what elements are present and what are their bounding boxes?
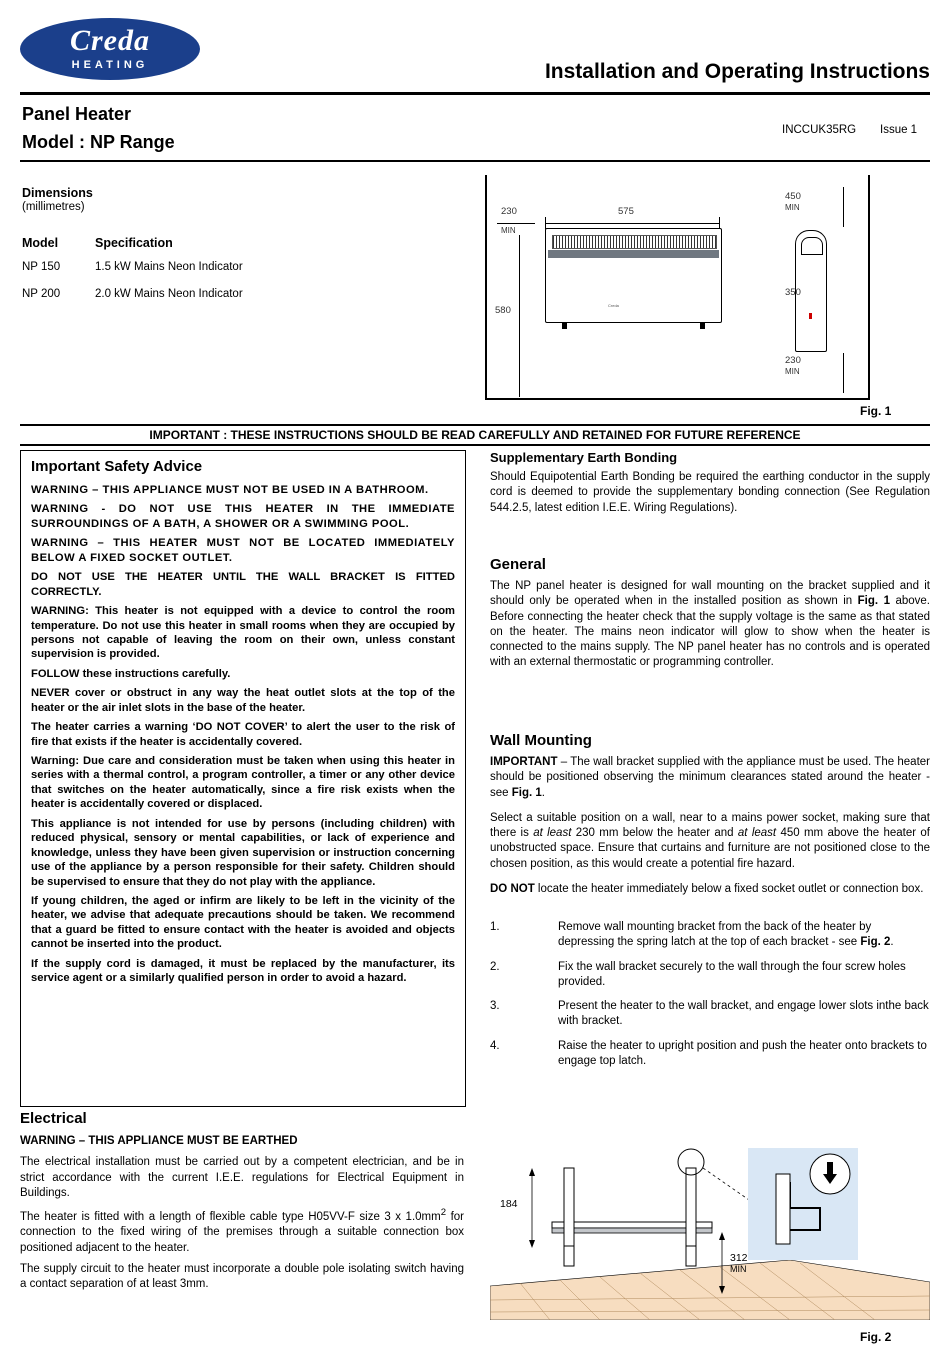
heater-front-view: [545, 228, 722, 323]
dim-line-top-clearance: [843, 187, 844, 227]
electrical-section-title: Electrical: [20, 1110, 87, 1127]
wall-mounting-paragraph-3: [490, 882, 930, 897]
document-code: INCCUK35RG: [782, 124, 857, 136]
step-item-1: [490, 920, 930, 951]
dim-label-450: 450: [785, 191, 801, 202]
wall-p1-fig-ref: Fig. 1: [511, 786, 542, 799]
earth-bonding-section: [490, 450, 930, 526]
spec-row-spec-2: 2.0 kW Mains Neon Indicator: [95, 288, 243, 300]
safety-paragraph-6: FOLLOW these instructions carefully.: [31, 667, 231, 680]
step-number-4: 4.: [490, 1039, 500, 1052]
wall-p3-text: locate the heater immediately below a fixed socket outlet or connection box.: [534, 882, 924, 895]
wall-p1-end: .: [541, 786, 545, 799]
header-divider-1: [20, 92, 930, 95]
general-section: [490, 556, 930, 681]
dim-label-350: 350: [785, 287, 801, 298]
important-divider-top: [20, 424, 930, 426]
wall-p2-a: Select a suitable position on a wall, near to a mains power socket, making sure that there is: [490, 811, 930, 840]
wall-mounting-steps: [490, 920, 930, 1078]
safety-advice-box: [20, 450, 466, 1107]
step-text-2: Fix the wall bracket securely to the wall through the four screw holes provided.: [558, 960, 906, 988]
wall-mounting-paragraph-1: [490, 755, 930, 801]
fig1-wall-right: [868, 175, 870, 400]
step-text-1b: .: [890, 936, 894, 949]
wall-mounting-paragraph-2: [490, 811, 930, 872]
heater-foot-right: [700, 322, 705, 329]
step-number-2: 2.: [490, 960, 500, 973]
wall-p2-b: 230 mm below the heater and: [571, 827, 738, 840]
general-body-b: above. Before connecting the heater check that the supply voltage is the same as that stated on the heater. The mains neon indicator will glow to show when the heater is connected to the mains supply. The NP panel heater has no controls and is operated with an external thermostatic or programming controller.: [490, 595, 930, 669]
spec-header-model: Model: [22, 236, 59, 250]
dim-label-min-left: MIN: [501, 226, 516, 235]
wall-p2-italic-2: at least: [737, 827, 777, 840]
fig2-dim-312-min: MIN: [730, 1264, 747, 1274]
spec-row-model-1: NP 150: [22, 261, 61, 273]
fig1-wall-left: [485, 175, 487, 400]
wall-mounting-title: Wall Mounting: [490, 732, 592, 749]
heater-band: [548, 250, 719, 258]
electrical-paragraph-2: [20, 1207, 464, 1256]
heater-foot-left: [562, 322, 567, 329]
safety-paragraph-8: The heater carries a warning ‘DO NOT COVER’ to alert the user to the risk of fire that exists if the heater is accidentally covered.: [31, 721, 455, 748]
electrical-paragraph-3: The supply circuit to the heater must incorporate a double pole isolating switch having a contact separation of at least 3mm.: [20, 1262, 464, 1291]
dim-line-left-clearance: [497, 223, 535, 224]
dim-label-580: 580: [495, 305, 511, 316]
electrical-warning: WARNING – THIS APPLIANCE MUST BE EARTHED: [20, 1135, 298, 1147]
wall-p1-text: – The wall bracket supplied with the appliance must be used. The heater should be positioned observing the minimum clearances stated around the heater - see: [490, 756, 930, 799]
dim-label-min-bottom: MIN: [785, 367, 800, 376]
dim-line-height: [519, 235, 520, 397]
electrical-section-body: [20, 1134, 464, 1298]
wall-p1-important: IMPORTANT: [490, 756, 558, 768]
dim-label-230-left: 230: [501, 206, 517, 217]
wall-p2-c: 450 mm above the heater of unobstructed space. Ensure that curtains and furniture are not positioned close to the chosen position, as this would create a potential fire hazard.: [490, 827, 930, 870]
electrical-paragraph-1: The electrical installation must be carried out by a competent electrician, and be in strict accordance with the current I.E.E. regulations for Electrical Equipment in Buildings.: [20, 1156, 464, 1199]
electrical-p2-part-b: for connection to the fixed wiring of the premises through a suitable connection box positioned adjacent to the heater.: [20, 1210, 464, 1254]
general-body-fig-ref: Fig. 1: [857, 595, 890, 608]
dim-label-575: 575: [618, 206, 634, 217]
heater-side-outlet-slot: [801, 237, 823, 255]
dim-line-width: [545, 223, 720, 224]
dim-label-230-bottom: 230: [785, 355, 801, 366]
step-text-1a: Remove wall mounting bracket from the back of the heater by depressing the spring latch at the top of each bracket - see: [558, 921, 872, 949]
step-item-3: [490, 999, 930, 1030]
earth-bonding-body: Should Equipotential Earth Bonding be required the earthing conductor in the supply cord is deemed to provide the supplementary bonding connection (See Regulation 544.2.5, latest edition I.E.E. Wiring Regulations).: [490, 471, 930, 514]
document-title: Installation and Operating Instructions: [544, 60, 930, 83]
dim-line-bottom-clearance: [843, 353, 844, 393]
important-divider-bottom: [20, 444, 930, 446]
logo-brand-subtext: HEATING: [71, 59, 149, 71]
safety-advice-body: [31, 483, 455, 991]
safety-paragraph-5: WARNING: This heater is not equipped with a device to control the room temperature. Do not use this heater in small rooms when they are occupied by persons not capable of leaving the room on their own, unless constant supervision is provided.: [31, 605, 455, 661]
dimensions-title: Dimensions: [22, 186, 93, 200]
earth-bonding-title: Supplementary Earth Bonding: [490, 450, 678, 465]
step-item-4: [490, 1039, 930, 1070]
wall-p3-donot: DO NOT: [490, 882, 535, 895]
fig2-vector-art: [490, 1130, 930, 1320]
safety-paragraph-4: DO NOT USE THE HEATER UNTIL THE WALL BRACKET IS FITTED CORRECTLY.: [31, 571, 455, 598]
general-title: General: [490, 556, 546, 573]
dim-label-min-top: MIN: [785, 203, 800, 212]
step-text-4: Raise the heater to upright position and push the heater onto brackets to engage top latch.: [558, 1039, 927, 1067]
spec-header-specification: Specification: [95, 236, 173, 250]
creda-logo: [20, 18, 200, 80]
fig1-floor-left: [485, 398, 780, 400]
dim-tick-width-left: [545, 217, 546, 229]
safety-paragraph-12: If the supply cord is damaged, it must be replaced by the manufacturer, its service agent or a similarly qualified person in order to avoid a hazard.: [31, 957, 455, 985]
step-number-3: 3.: [490, 1000, 500, 1013]
wall-p2-italic-1: at least: [533, 827, 572, 840]
general-body: [490, 579, 930, 671]
important-notice: IMPORTANT : THESE INSTRUCTIONS SHOULD BE READ CAREFULLY AND RETAINED FOR FUTURE REFERENCE: [149, 428, 801, 442]
safety-paragraph-1: WARNING – THIS APPLIANCE MUST NOT BE USED IN A BATHROOM.: [31, 484, 429, 496]
neon-indicator-dot: [809, 313, 812, 319]
electrical-p2-superscript: 2: [440, 1207, 447, 1219]
product-model: Model : NP Range: [22, 132, 175, 152]
header-divider-2: [20, 160, 930, 162]
figure-1-caption: Fig. 1: [860, 404, 892, 418]
step-text-1-fig: Fig. 2: [860, 936, 891, 949]
general-body-a: The NP panel heater is designed for wall mounting on the bracket supplied and it should only be operated when in the installed position as shown in: [490, 580, 930, 608]
logo-brand-text: Creda: [70, 24, 150, 57]
product-name: Panel Heater: [22, 104, 132, 124]
dimensions-units: (millimetres): [22, 201, 85, 213]
step-number-1: 1.: [490, 921, 500, 933]
dim-tick-width-right: [719, 217, 720, 229]
wall-mounting-section: [490, 732, 930, 907]
safety-paragraph-2: WARNING - DO NOT USE THIS HEATER IN THE IMMEDIATE SURROUNDINGS OF A BATH, A SHOWER OR A SWIMMING POOL.: [31, 503, 455, 530]
fig2-dim-312: 312: [730, 1252, 748, 1264]
figure-2-diagram: [490, 1130, 930, 1320]
safety-paragraph-3: WARNING – THIS HEATER MUST NOT BE LOCATED IMMEDIATELY BELOW A FIXED SOCKET OUTLET.: [31, 537, 455, 564]
heater-grille: [552, 235, 717, 249]
step-text-3: Present the heater to the wall bracket, and engage lower slots inthe back with bracket.: [558, 1000, 929, 1028]
step-item-2: [490, 960, 930, 991]
figure-2-caption: Fig. 2: [860, 1330, 892, 1344]
document-issue: Issue 1: [880, 124, 918, 136]
heater-brand-mark: Creda: [608, 303, 619, 308]
safety-paragraph-10: This appliance is not intended for use by persons (including children) with reduced physical, sensory or mental capabilities, or lack of experience and knowledge, unless they have been given supervision or instruction concerning use of the appliance by a person responsible for their safety. Children should be supervised to ensure that they do not play with the appliance.: [31, 817, 455, 888]
fig1-floor-right: [780, 398, 870, 400]
figure-1-diagram: [485, 175, 885, 400]
safety-paragraph-11: If young children, the aged or infirm are likely to be left in the vicinity of the heater, we advise that adequate precautions should be taken. We recommend that a guard be fitted to ensure contact with the heater is avoided and objects cannot be inserted into the product.: [31, 894, 455, 951]
spec-row-spec-1: 1.5 kW Mains Neon Indicator: [95, 261, 243, 273]
safety-paragraph-7: NEVER cover or obstruct in any way the heat outlet slots at the top of the heater or the air inlet slots in the base of the heater.: [31, 687, 455, 714]
safety-paragraph-9: Warning: Due care and consideration must be taken when using this heater in series with a thermal control, a program controller, a timer or any other device that switches on the heater automatically, since a fire risk exists when the heater is accidentally covered or displaced.: [31, 755, 455, 811]
electrical-p2-part-a: The heater is fitted with a length of flexible cable type H05VV-F size 3 x 1.0mm: [20, 1210, 441, 1223]
fig2-dim-184: 184: [500, 1198, 518, 1210]
spec-row-model-2: NP 200: [22, 288, 61, 300]
safety-advice-title: Important Safety Advice: [31, 458, 203, 475]
